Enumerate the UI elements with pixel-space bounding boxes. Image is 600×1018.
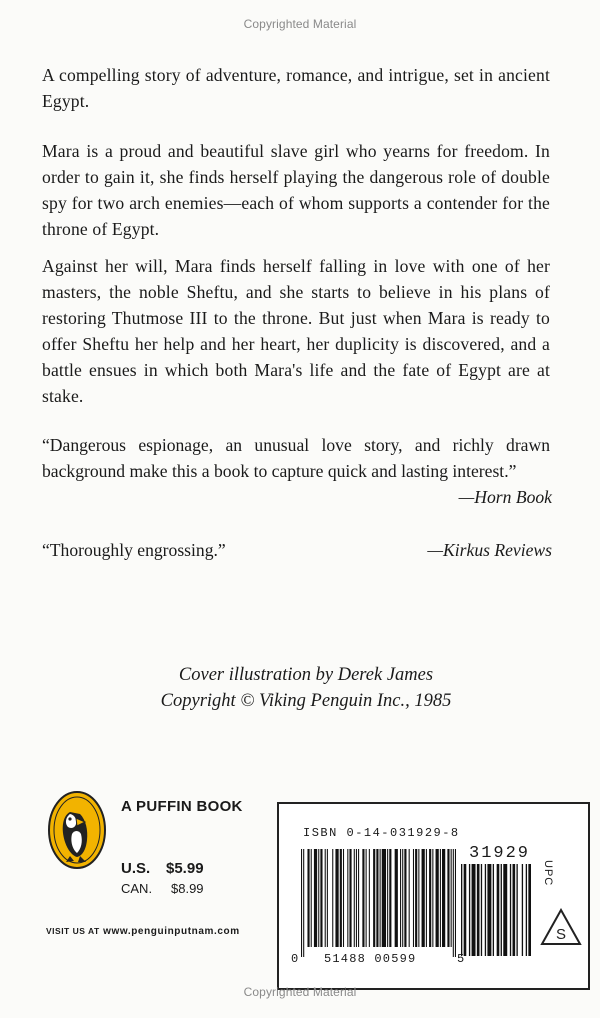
barcode-bar <box>404 849 406 947</box>
barcode-bar <box>440 849 441 947</box>
barcode-bar <box>356 849 357 947</box>
barcode-bar <box>343 849 344 947</box>
barcode-bar <box>422 849 425 947</box>
review-quote-2: “Thoroughly engrossing.” <box>42 540 226 560</box>
barcode-bar <box>464 864 467 956</box>
illustration-credit: Cover illustration by Derek James <box>178 665 434 685</box>
watermark-bottom: Copyrighted Material <box>243 985 357 999</box>
barcode-bar <box>501 864 502 956</box>
barcode-bar <box>402 849 403 947</box>
barcode-bar <box>373 849 375 947</box>
barcode-bar <box>347 849 348 947</box>
barcode-bar <box>307 849 309 947</box>
barcode-bar <box>389 849 391 947</box>
website-line <box>46 926 240 937</box>
barcode-main-bars <box>301 849 456 959</box>
barcode-digit-left: 0 <box>291 952 299 966</box>
barcode-bar <box>314 849 317 947</box>
publisher-imprint: A PUFFIN BOOK <box>121 798 243 815</box>
barcode-bar <box>472 864 476 956</box>
barcode-bar <box>335 849 338 947</box>
barcode-bar <box>340 849 342 947</box>
barcode-bar <box>451 849 452 947</box>
barcode-bar <box>418 849 419 947</box>
barcode-bar <box>409 849 410 947</box>
barcode-bar <box>432 849 433 947</box>
price-us-label: U.S. <box>121 860 151 877</box>
description-paragraph-1: A compelling story of adventure, romance, and intrigue, set in ancient Egypt. <box>42 65 550 111</box>
barcode-bar <box>447 849 449 947</box>
barcode-bar <box>395 849 398 947</box>
barcode-bar <box>469 864 470 956</box>
barcode-digits: 51488 00599 <box>324 952 417 966</box>
barcode-bar <box>320 849 322 947</box>
barcode-bar <box>400 849 401 947</box>
barcode-bar <box>477 864 480 956</box>
barcode-bar <box>311 849 312 947</box>
review-quote-1: “Dangerous espionage, an unusual love story, and richly drawn background make this a book to capture quick and lasting interest.” <box>42 435 550 481</box>
website-url[interactable]: www.penguinputnam.com <box>103 926 240 937</box>
barcode-bar <box>369 849 370 947</box>
barcode-bar <box>487 864 491 956</box>
barcode-panel <box>277 802 590 990</box>
barcode-bar <box>455 849 456 957</box>
s-triangle-icon <box>540 908 582 946</box>
barcode-bar <box>376 849 378 947</box>
barcode-bar <box>516 864 517 956</box>
review-source-1: —Horn Book <box>458 487 552 507</box>
upc-addon-code: 31929 <box>469 844 531 863</box>
barcode-bar <box>510 864 511 956</box>
barcode-bar <box>382 849 386 947</box>
barcode-bar <box>358 849 359 947</box>
barcode-bar <box>332 849 333 947</box>
barcode-bar <box>362 849 364 947</box>
barcode-bar <box>453 849 454 957</box>
barcode-bar <box>442 849 445 947</box>
barcode-bar <box>513 864 516 956</box>
barcode-digit-right: 5 <box>457 952 465 966</box>
description-paragraph-3: Against her will, Mara finds herself falling in love with one of her masters, the noble Sheftu, and she starts to believe in his plans of restoring Thutmose III to the throne. But just when Mara is ready to offer Sheftu her help and her heart, her duplicity is discovered, and a battle ensues in which both Mara's life and the fate of Egypt are at stake. <box>42 256 550 406</box>
watermark-top: Copyrighted Material <box>243 17 357 31</box>
barcode-bar <box>481 864 482 956</box>
review-source-2: —Kirkus Reviews <box>427 540 552 560</box>
barcode-bar <box>426 849 427 947</box>
barcode-bar <box>429 849 431 947</box>
barcode-bar <box>318 849 319 947</box>
price-can-label: CAN. <box>121 881 153 896</box>
price-can: $8.99 <box>171 881 204 896</box>
barcode-addon-bars <box>461 864 531 956</box>
barcode-bar <box>522 864 523 956</box>
visit-label: VISIT US AT <box>46 926 100 936</box>
barcode-bar <box>380 849 381 947</box>
barcode-bar <box>366 849 367 947</box>
barcode-bar <box>503 864 507 956</box>
upc-label: UPC <box>542 860 554 887</box>
barcode-bar <box>325 849 326 947</box>
puffin-logo-icon <box>46 790 108 870</box>
barcode-bar <box>415 849 417 947</box>
barcode-bar <box>493 864 494 956</box>
barcode-bar <box>461 864 462 956</box>
barcode-bar <box>526 864 527 956</box>
barcode-bar <box>303 849 304 957</box>
description-paragraph-2: Mara is a proud and beautiful slave girl who yearns for freedom. In order to gain it, she finds herself playing the dangerous role of double spy for two arch enemies—each of whom supports a contender for the throne of Egypt. <box>42 141 550 239</box>
price-us: $5.99 <box>166 860 204 877</box>
barcode-bar <box>436 849 439 947</box>
barcode-bar <box>327 849 328 947</box>
barcode-bar <box>354 849 355 947</box>
barcode-bar <box>301 849 302 957</box>
barcode-bar <box>387 849 388 947</box>
barcode-bar <box>497 864 500 956</box>
s-symbol-label: S <box>555 926 567 943</box>
barcode-bar <box>485 864 486 956</box>
isbn-number: ISBN 0-14-031929-8 <box>303 826 460 840</box>
barcode-bar <box>528 864 531 956</box>
barcode-bar <box>413 849 414 947</box>
copyright-notice: Copyright © Viking Penguin Inc., 1985 <box>160 691 452 711</box>
barcode-bar <box>349 849 351 947</box>
